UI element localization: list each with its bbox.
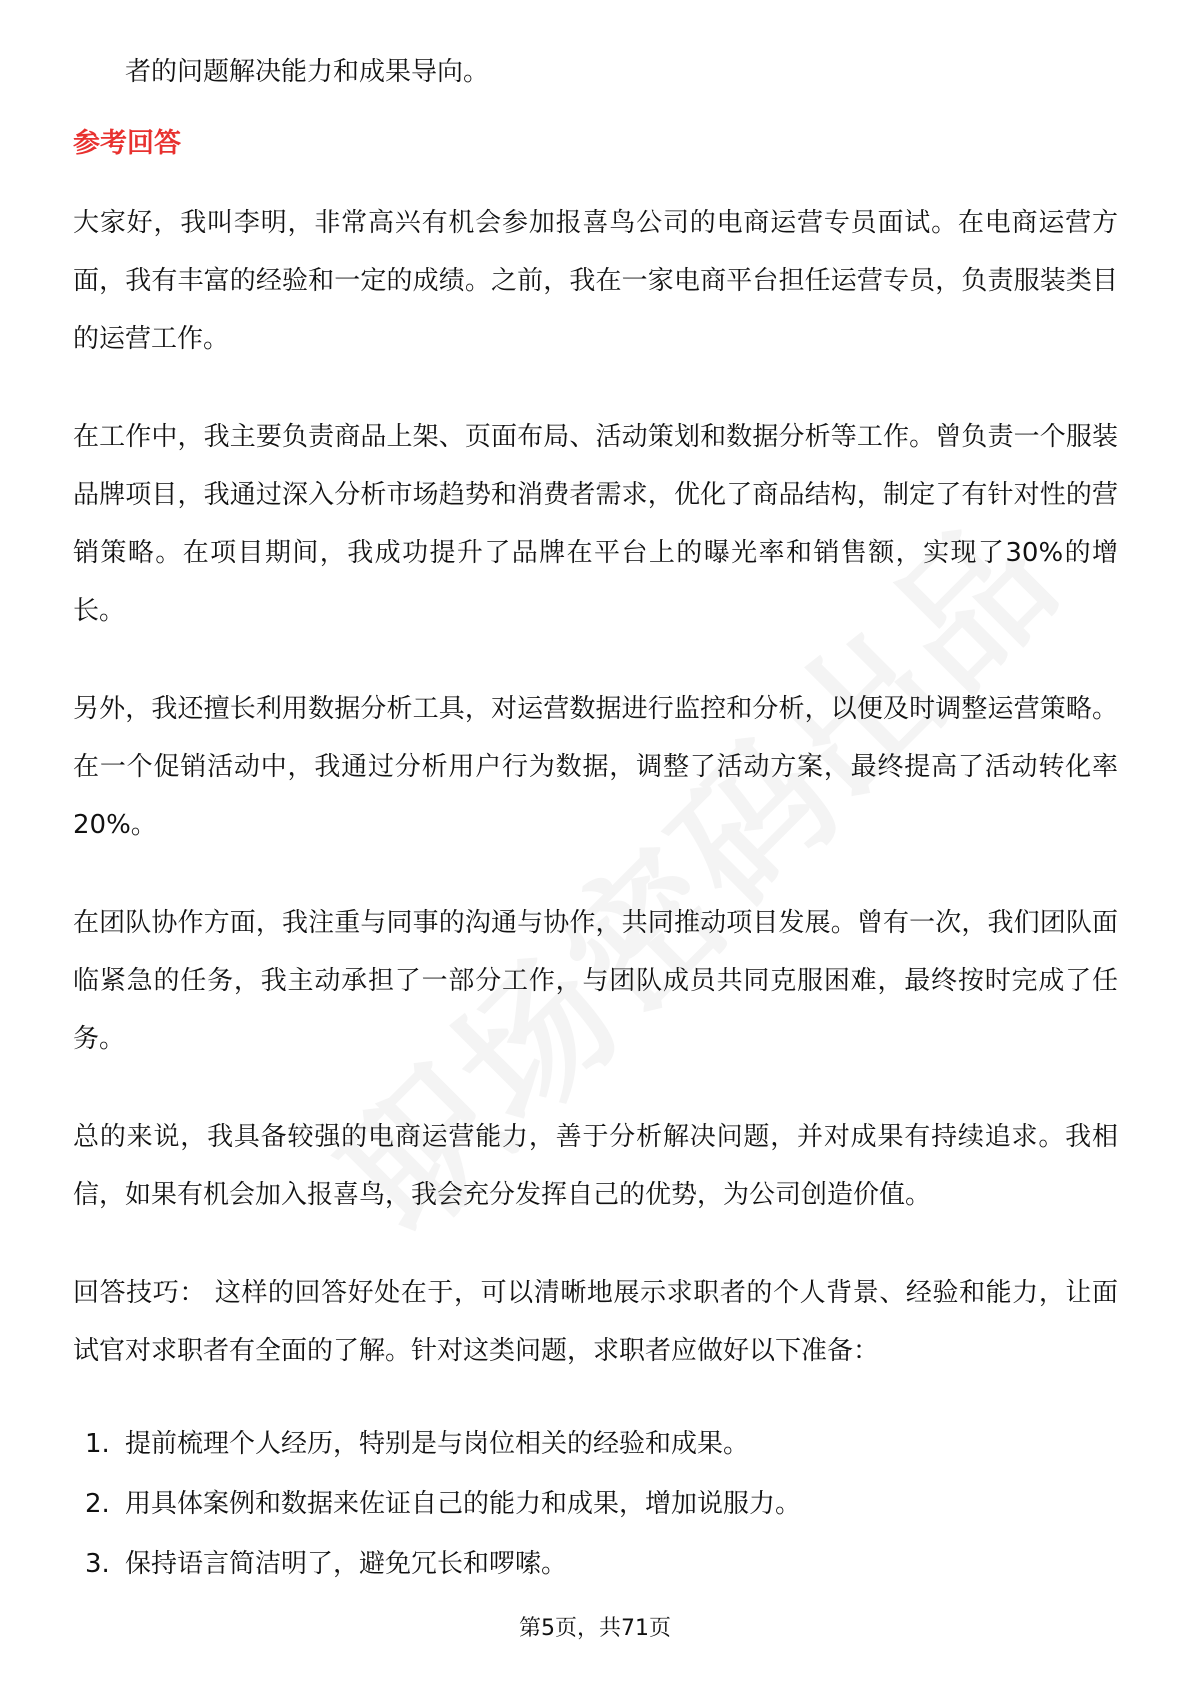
list-item-text: 提前梳理个人经历，特别是与岗位相关的经验和成果。: [125, 1429, 750, 1459]
list-item: [73, 1534, 1118, 1594]
list-item-text: 保持语言简洁明了，避免冗长和啰嗦。: [125, 1549, 568, 1579]
list-item-number: 2.: [85, 1489, 110, 1519]
paragraph-summary: 总的来说，我具备较强的电商运营能力，善于分析解决问题，并对成果有持续追求。我相信，如果有机会加入报喜鸟，我会充分发挥自己的优势，为公司创造价值。: [73, 1122, 1118, 1210]
page-content: [73, 50, 1118, 1594]
section-title: 参考回答: [73, 128, 181, 159]
paragraph-data-analysis: 另外，我还擅长利用数据分析工具，对运营数据进行监控和分析，以便及时调整运营策略。在一个促销活动中，我通过分析用户行为数据，调整了活动方案，最终提高了活动转化率20%。: [73, 694, 1118, 840]
list-item: [73, 1474, 1118, 1534]
lead-line: 者的问题解决能力和成果导向。: [125, 57, 490, 87]
list-item-number: 1.: [85, 1429, 110, 1459]
tips-list: [73, 1414, 1118, 1594]
list-item-text: 用具体案例和数据来佐证自己的能力和成果，增加说服力。: [125, 1489, 802, 1519]
paragraph-intro: 大家好，我叫李明，非常高兴有机会参加报喜鸟公司的电商运营专员面试。在电商运营方面，我有丰富的经验和一定的成绩。之前，我在一家电商平台担任运营专员，负责服装类目的运营工作。: [73, 208, 1118, 354]
paragraph-teamwork: 在团队协作方面，我注重与同事的沟通与协作，共同推动项目发展。曾有一次，我们团队面临紧急的任务，我主动承担了一部分工作，与团队成员共同克服困难，最终按时完成了任务。: [73, 908, 1118, 1054]
list-item-number: 3.: [85, 1549, 110, 1579]
list-item: [73, 1414, 1118, 1474]
paragraph-work: 在工作中，我主要负责商品上架、页面布局、活动策划和数据分析等工作。曾负责一个服装品牌项目，我通过深入分析市场趋势和消费者需求，优化了商品结构，制定了有针对性的营销策略。在项目期间，我成功提升了品牌在平台上的曝光率和销售额，实现了30%的增长。: [73, 422, 1118, 626]
paragraph-answer-tips: 回答技巧： 这样的回答好处在于，可以清晰地展示求职者的个人背景、经验和能力，让面试官对求职者有全面的了解。针对这类问题，求职者应做好以下准备：: [73, 1278, 1118, 1366]
page-footer: 第5页，共71页: [519, 1616, 671, 1641]
